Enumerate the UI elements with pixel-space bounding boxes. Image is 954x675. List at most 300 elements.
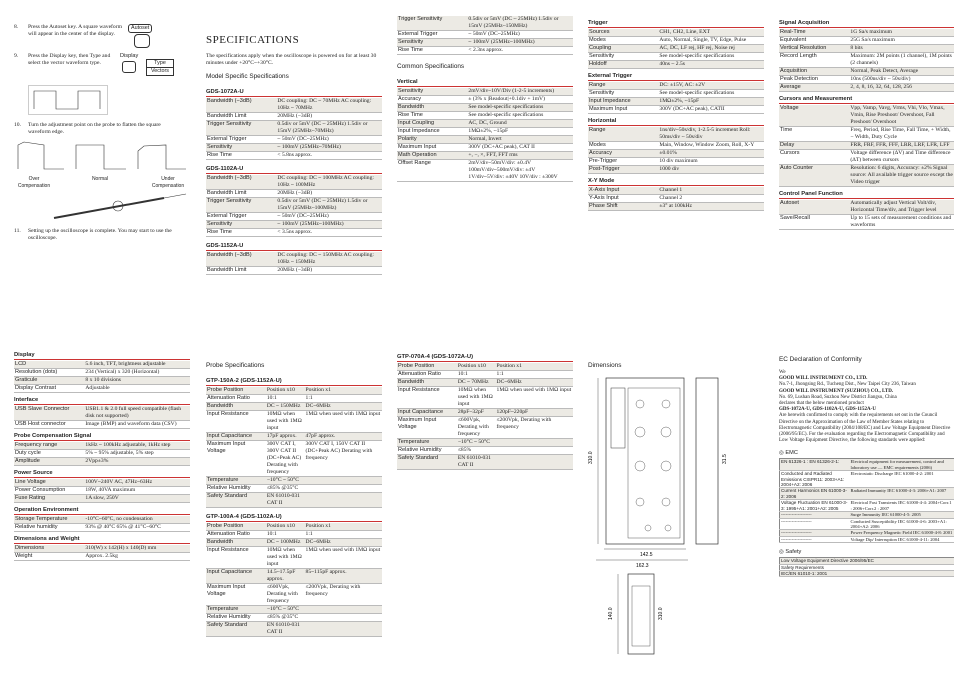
spec-label: Input Resistance (206, 411, 266, 433)
spec-label: Modes (588, 142, 658, 150)
section-heading: Cursors and Measurement (779, 96, 954, 104)
table-row (206, 121, 382, 136)
dim-label: 310.0 (658, 607, 664, 620)
step-11 (14, 228, 190, 242)
model-list: GDS-1072A-U, GDS-1102A-U, GDS-1152A-U (779, 407, 876, 413)
table-row (206, 113, 382, 121)
spec-label: Safety Requirements (780, 564, 954, 570)
spec-label: Trigger Sensitivity (397, 16, 467, 31)
table-row (397, 120, 573, 128)
table-row (780, 570, 954, 576)
table-row (206, 622, 382, 637)
spec-value: Normal, Invert (467, 136, 573, 144)
spec-value: Power Frequency Magnetic Field IEC 61000-4-8: 2001 (850, 530, 954, 536)
spec-value: 300V (DC+AC peak), CAT II (467, 144, 573, 152)
section-heading: X-Y Mode (588, 178, 764, 186)
table-row (588, 98, 764, 106)
spec-label: Relative Humidity (397, 447, 457, 455)
screen-outline (611, 388, 625, 448)
table-row (397, 371, 573, 379)
section-subtitle: Model Specific Specifications (206, 73, 289, 80)
spec-value: Approx. 2.5kg (84, 553, 190, 561)
spec-value: 18W, 40VA maximum (84, 487, 190, 495)
table-row (206, 221, 382, 229)
table-row (206, 523, 382, 531)
spec-value: 1A slow, 250V (84, 495, 190, 503)
table-row (206, 229, 382, 237)
table-row (206, 441, 382, 477)
spec-value: Surge Immunity IEC 61000-4-5: 2005 (850, 512, 954, 518)
table-row (397, 39, 573, 47)
spec-label: Graticule (14, 377, 84, 385)
spec-label: Bandwidth Limit (206, 190, 276, 198)
spec-label: Rise Time (397, 47, 467, 55)
table-row (206, 569, 382, 584)
spec-value: ≤600Vpk, Derating with frequency (457, 417, 496, 439)
spec-table (779, 29, 954, 92)
spec-value (496, 439, 573, 447)
probe-heading: GTP-100A-4 (GDS-1102A-U) (206, 514, 382, 522)
table-row (780, 488, 954, 500)
type-key-label: Type (146, 59, 174, 68)
spec-label: Bandwidth (206, 403, 266, 411)
spec-label: Fuse Rating (14, 495, 84, 503)
spec-label: Bandwidth (−3dB) (206, 98, 276, 113)
spec-value: 28pF~32pF (457, 409, 496, 417)
table-row (588, 106, 764, 114)
spec-value: Maximum: 2M points (1 channel), 1M points (2 channels) (849, 53, 954, 68)
spec-label: Attenuation Ratio (397, 371, 457, 379)
spec-label: Conducted and Radiated Emissions CISPR11: 2003+A1: 2004+A2: 2006 (780, 471, 850, 488)
table-row (206, 175, 382, 190)
spec-value: Position x10 (266, 523, 305, 531)
table-row (14, 442, 190, 450)
spec-value: 5.6 inch, TFT, brightness adjustable (84, 361, 190, 369)
spec-label: -------------------- (780, 512, 850, 518)
spec-value: 20MHz (−3dB) (276, 267, 382, 275)
declaration-body (779, 370, 954, 444)
spec-table (588, 127, 764, 174)
table-row (206, 485, 382, 493)
spec-value: Freq, Period, Rise Time, Fall Time, + Width, − Width, Duty Cycle (849, 127, 954, 142)
table-row (397, 104, 573, 112)
spec-value: Position x10 (266, 387, 305, 395)
spec-label: Weight (14, 553, 84, 561)
spec-value: Automatically adjust Vertical Volt/div, Horizontal Time/div, and Trigger level (849, 200, 954, 215)
table-row (206, 213, 382, 221)
table-row (206, 152, 382, 160)
spec-label: -------------------- (780, 530, 850, 536)
spec-value: −10°C ~ 50°C (266, 477, 305, 485)
page-probe-specs-2 (397, 354, 573, 470)
spec-value (305, 485, 382, 493)
spec-value: DC~6MHz (305, 539, 382, 547)
model-heading: GDS-1102A-U (206, 166, 382, 174)
front-view-outline (606, 378, 684, 544)
spec-value: 2mV/div~10V/Div (1-2-5 increments) (467, 88, 573, 96)
spec-label: Voltage Fluctuation EN 61000-3-3: 1995+A1: 2001+A2: 2005 (780, 500, 850, 512)
spec-label: Save/Recall (779, 215, 849, 230)
table-row (779, 150, 954, 165)
spec-label: Bandwidth (206, 539, 266, 547)
table-row (397, 409, 573, 417)
spec-value: +, −, ×, FFT, FFT rms (467, 152, 573, 160)
spec-value: ≤85% @35°C (266, 485, 305, 493)
spec-table (588, 29, 764, 69)
spec-table (779, 105, 954, 187)
spec-table (14, 479, 190, 503)
address-1: No.7-1, Jhongsing Rd., Tucheng Dist., New Taipei City 236, Taiwan (779, 382, 916, 388)
spec-value: 1MΩ when used with 1MΩ input (496, 387, 573, 409)
dim-label: 140.0 (608, 607, 614, 620)
spec-label: Relative Humidity (206, 614, 266, 622)
spec-value: ≤600Vpk, Derating with frequency (266, 584, 305, 606)
table-row (206, 433, 382, 441)
probe-heading: GTP-070A-4 (GDS-1072A-U) (397, 354, 573, 362)
table-row (397, 455, 573, 470)
spec-value: Adjustable (84, 385, 190, 393)
spec-label: Bandwidth (397, 104, 467, 112)
table-row (397, 379, 573, 387)
table-row (14, 450, 190, 458)
spec-label: LCD (14, 361, 84, 369)
key-icon (134, 34, 150, 48)
page-ec-declaration (779, 356, 954, 577)
table-row (206, 547, 382, 569)
spec-value: ± (3% x |Readout|+0.1div + 1mV) (467, 96, 573, 104)
probe-adjust-figure (14, 192, 190, 222)
spec-value: ~ 100mV (25MHz~70MHz) (276, 144, 382, 152)
spec-label: Rise Time (206, 152, 276, 160)
section-heading: Trigger (588, 20, 764, 28)
spec-value: 2mV/div~50mV/div: ±0.4V 100mV/div~500mV/div: ±4V 1V/div~5V/div: ±40V 10V/div : ±300V (467, 160, 573, 182)
table-row (588, 166, 764, 174)
spec-value: 10:1 (266, 531, 305, 539)
table-row (14, 385, 190, 393)
spec-label: Accuracy (397, 96, 467, 104)
table-row (780, 500, 954, 512)
table-row (779, 165, 954, 187)
table-row (588, 61, 764, 69)
spec-value: ≤85% (457, 447, 496, 455)
model-heading: GDS-1152A-U (206, 243, 382, 251)
table-row (14, 361, 190, 369)
spec-table (206, 252, 382, 275)
spec-label: Range (588, 127, 658, 142)
section-heading: Horizontal (588, 118, 764, 126)
spec-value: DC coupling: DC ~ 150MHz AC coupling: 10Hz ~ 150MHz (276, 252, 382, 267)
spec-value: Conducted Susceptibility IEC 61000-4-6: 2003+A1: 2004+A2: 2006 (850, 518, 954, 530)
spec-value: DC~6MHz (496, 379, 573, 387)
spec-label: USB Slave Connector (14, 406, 84, 421)
spec-value: 300V CAT I, 300V CAT II (DC+Peak AC) Derating with frequency (266, 441, 305, 477)
table-row (206, 98, 382, 113)
bnc-connector (665, 525, 671, 531)
spec-value: DC: ±15V, AC: ±2V (658, 82, 764, 90)
table-row (779, 84, 954, 92)
table-row (397, 47, 573, 55)
spec-value: Position x1 (305, 523, 382, 531)
table-row (14, 479, 190, 487)
spec-value: Normal, Peak Detect, Average (849, 68, 954, 76)
table-row (779, 45, 954, 53)
spec-table (206, 98, 382, 160)
spec-value: Radiated Immunity IEC 61000-4-3: 2006+A1: 2007 (850, 488, 954, 500)
autoset-key-illustration (128, 24, 172, 46)
spec-value: 25G Sa/s maximum (849, 37, 954, 45)
spec-value: AC, DC, Ground (467, 120, 573, 128)
spec-label: Temperature (206, 606, 266, 614)
we-text: We (779, 370, 786, 375)
spec-label: Real-Time (779, 29, 849, 37)
dim-label: 31.5 (722, 454, 728, 464)
table-row (780, 471, 954, 488)
section-heading: Control Panel Function (779, 191, 954, 199)
spec-label: Pre-Trigger (588, 158, 658, 166)
table-row (397, 88, 573, 96)
spec-value: Up to 15 sets of measurement conditions and waveforms (849, 215, 954, 230)
step-number: 8. (14, 24, 19, 30)
spec-value: 20MHz (−3dB) (276, 190, 382, 198)
table-row (780, 536, 954, 542)
table-row (206, 584, 382, 606)
spec-value: 10 div maximum (658, 158, 764, 166)
spec-value: ±3° at 100kHz (658, 203, 764, 211)
table-row (206, 411, 382, 433)
address-2: No. 69, Lushan Road, Suzhou New District Jiangsu, China (779, 394, 897, 400)
spec-value: 10:1 (266, 395, 305, 403)
spec-value: Auto, Normal, Single, TV, Edge, Pulse (658, 37, 764, 45)
table-row (397, 144, 573, 152)
spec-label: Vertical Resolution (779, 45, 849, 53)
spec-value: See model-specific specifications (467, 112, 573, 120)
table-row (588, 187, 764, 195)
table-row (206, 539, 382, 547)
under-compensation-wave (138, 145, 186, 169)
table-row (14, 421, 190, 429)
spec-label: Sensitivity (588, 53, 658, 61)
spec-value: DC ~ 70MHz (457, 379, 496, 387)
table-row (397, 439, 573, 447)
spec-label: Modes (588, 37, 658, 45)
page-specifications (206, 14, 382, 275)
under-label: Under Compensation (151, 176, 185, 189)
table-row (206, 395, 382, 403)
spec-label: Probe Position (397, 363, 457, 371)
table-row (780, 518, 954, 530)
spec-label: Sensitivity (397, 39, 467, 47)
table-row (588, 127, 764, 142)
spec-label: Maximum Input (397, 144, 467, 152)
spec-label: Bandwidth Limit (206, 113, 276, 121)
spec-label: Maximum Input Voltage (206, 441, 266, 477)
step-text: Setting up the oscilloscope is complete. You may start to use the oscilloscope. (28, 228, 172, 241)
step-number: 10. (14, 122, 21, 128)
spec-label: Equivalent (779, 37, 849, 45)
knob (661, 461, 671, 471)
spec-value: See model-specific specifications (658, 90, 764, 98)
spec-label: Math Operation (397, 152, 467, 160)
spec-value: Main, Window, Window Zoom, Roll, X-Y (658, 142, 764, 150)
spec-label: Sources (588, 29, 658, 37)
table-row (206, 144, 382, 152)
table-row (397, 136, 573, 144)
section-heading: External Trigger (588, 73, 764, 81)
normal-label: Normal (91, 176, 109, 182)
table-row (779, 68, 954, 76)
spec-label: Input Resistance (206, 547, 266, 569)
spec-value: < 5.8ns approx. (276, 152, 382, 160)
spec-value: ~ 100mV (25MHz~100MHz) (467, 39, 573, 47)
table-row (397, 363, 573, 371)
spec-label: Relative Humidity (206, 485, 266, 493)
table-row (588, 45, 764, 53)
display-key-label: Display (120, 53, 139, 59)
table-row (206, 606, 382, 614)
section-heading: Probe Compensation Signal (14, 433, 190, 441)
table-row (14, 553, 190, 561)
spec-table (779, 200, 954, 230)
spec-value: 300V (DC+AC peak), CATII (658, 106, 764, 114)
declares-text: declares that the below mentioned product (779, 401, 864, 407)
spec-value (305, 622, 382, 637)
spec-value: < 2.3ns approx. (467, 47, 573, 55)
spec-value: Electrical equipment for measurement, control and laboratory use — EMC requirements (2006) (850, 459, 954, 471)
spec-value: 2Vpp±3% (84, 458, 190, 466)
spec-label: Relative humidity (14, 524, 84, 532)
spec-value (305, 493, 382, 508)
spec-value: 10MΩ when used with 1MΩ input (266, 547, 305, 569)
spec-label: Amplitude (14, 458, 84, 466)
table-row (14, 545, 190, 553)
spec-value: 1MΩ when used with 1MΩ input (305, 547, 382, 569)
section-subtitle: Common Specifications (397, 63, 465, 70)
spec-label: Safety Standard (397, 455, 457, 470)
step-text: Press the Display key, then Type and select the vector waveform type. (28, 53, 111, 66)
table-row (206, 493, 382, 508)
spec-label: Acquisition (779, 68, 849, 76)
table-row (779, 215, 954, 230)
page-title: SPECIFICATIONS (206, 34, 300, 46)
spec-label: Time (779, 127, 849, 142)
spec-label: Duty cycle (14, 450, 84, 458)
spec-value: See model-specific specifications (467, 104, 573, 112)
dimension-drawing (588, 374, 764, 659)
spec-label: Sensitivity (588, 90, 658, 98)
spec-value: 0.5div or 5mV (DC ~ 25MHz) 1.5div or 15mV (25MHz~100MHz) (276, 198, 382, 213)
table-row (779, 105, 954, 127)
knob (636, 498, 644, 506)
spec-label: Delay (779, 142, 849, 150)
emc-heading: ◎ EMC (779, 450, 798, 457)
spec-value: 1:1 (496, 371, 573, 379)
spec-table (588, 82, 764, 114)
spec-label: Bandwidth (−3dB) (206, 175, 276, 190)
knob (662, 400, 670, 408)
spec-label: Attenuation Ratio (206, 531, 266, 539)
side-view-outline (696, 378, 718, 544)
table-row (588, 142, 764, 150)
probe-table (206, 523, 382, 637)
spec-label: X-Axis Input (588, 187, 658, 195)
table-row (780, 459, 954, 471)
spec-label: Power Consumption (14, 487, 84, 495)
spec-label: Cursors (779, 150, 849, 165)
step-10 (14, 122, 190, 136)
spec-value: ≤200Vpk, Derating with frequency (305, 584, 382, 606)
spec-value: AC, DC, LF rej, HF rej, Noise rej (658, 45, 764, 53)
intro-text: The specifications apply when the oscilloscope is powered on for at least 30 minutes under +20°C~+30°C. (206, 53, 377, 66)
spec-value: ~ 50mV (DC~25MHz) (276, 213, 382, 221)
spec-value: 47pF approx. (305, 433, 382, 441)
spec-label: Rise Time (206, 229, 276, 237)
spec-value: 85~115pF approx. (305, 569, 382, 584)
table-row (206, 531, 382, 539)
company-2: GOOD WILL INSTRUMENT (SUZHOU) CO., LTD. (779, 388, 894, 394)
spec-label: -------------------- (780, 536, 850, 542)
probe-cable (164, 194, 186, 198)
spec-value: Position x1 (496, 363, 573, 371)
knob (635, 461, 645, 471)
table-row (588, 195, 764, 203)
table-row (588, 203, 764, 211)
spec-table (14, 516, 190, 532)
spec-label: Input Capacitance (397, 409, 457, 417)
spec-value: 1:1 (305, 531, 382, 539)
over-compensation-wave (18, 142, 64, 169)
spec-value: 93% @ 40°C 65% @ 41°C~60°C (84, 524, 190, 532)
table-row (588, 53, 764, 61)
spec-value: Vpp, Vamp, Vavg, Vrms, Vhi, Vlo, Vmax, Vmin, Rise Preshoot/ Overshoot, Fall Preshoot/ Overshoot (849, 105, 954, 127)
table-row (397, 112, 573, 120)
spec-value: 1000 div (658, 166, 764, 174)
spec-value: ≤200Vpk, Derating with frequency (496, 417, 573, 439)
step-text: Press the Autoset key. A square waveform will appear in the center of the display. (28, 24, 122, 37)
spec-label: IEC/EN 61010-1: 2001 (780, 570, 954, 576)
page-dimensions (588, 362, 764, 662)
spec-value: 1MΩ±2%, ~15pF (467, 128, 573, 136)
spec-value: Voltage Dip/ Interruption IEC 61000-4-11: 2004 (850, 536, 954, 542)
spec-label: -------------------- (780, 518, 850, 530)
spec-label: Sensitivity (397, 88, 467, 96)
spec-value: ±0.01% (658, 150, 764, 158)
spec-value: Position x10 (457, 363, 496, 371)
page-acquisition-specs (779, 20, 954, 230)
table-row (206, 403, 382, 411)
table-row (206, 477, 382, 485)
spec-table (397, 88, 573, 182)
normal-wave (76, 145, 126, 169)
spec-label: Auto Counter (779, 165, 849, 187)
spec-label: Maximum Input (588, 106, 658, 114)
page-trigger-specs (588, 20, 764, 211)
emc-table (779, 458, 954, 543)
spec-value: CH1, CH2, Line, EXT (658, 29, 764, 37)
spec-label: External Trigger (206, 213, 276, 221)
table-row (779, 127, 954, 142)
bnc-connector (645, 525, 651, 531)
spec-value: 20MHz (−3dB) (276, 113, 382, 121)
spec-label: Sensitivity (206, 144, 276, 152)
table-row (397, 160, 573, 182)
knob (636, 400, 644, 408)
page-display-specs (14, 352, 190, 561)
spec-value: 300V CAT I, 150V CAT II (DC+Peak AC) Derating with frequency (305, 441, 382, 477)
table-row (779, 29, 954, 37)
table-row (206, 190, 382, 198)
section-heading: Signal Acquisition (779, 20, 954, 28)
table-row (14, 487, 190, 495)
